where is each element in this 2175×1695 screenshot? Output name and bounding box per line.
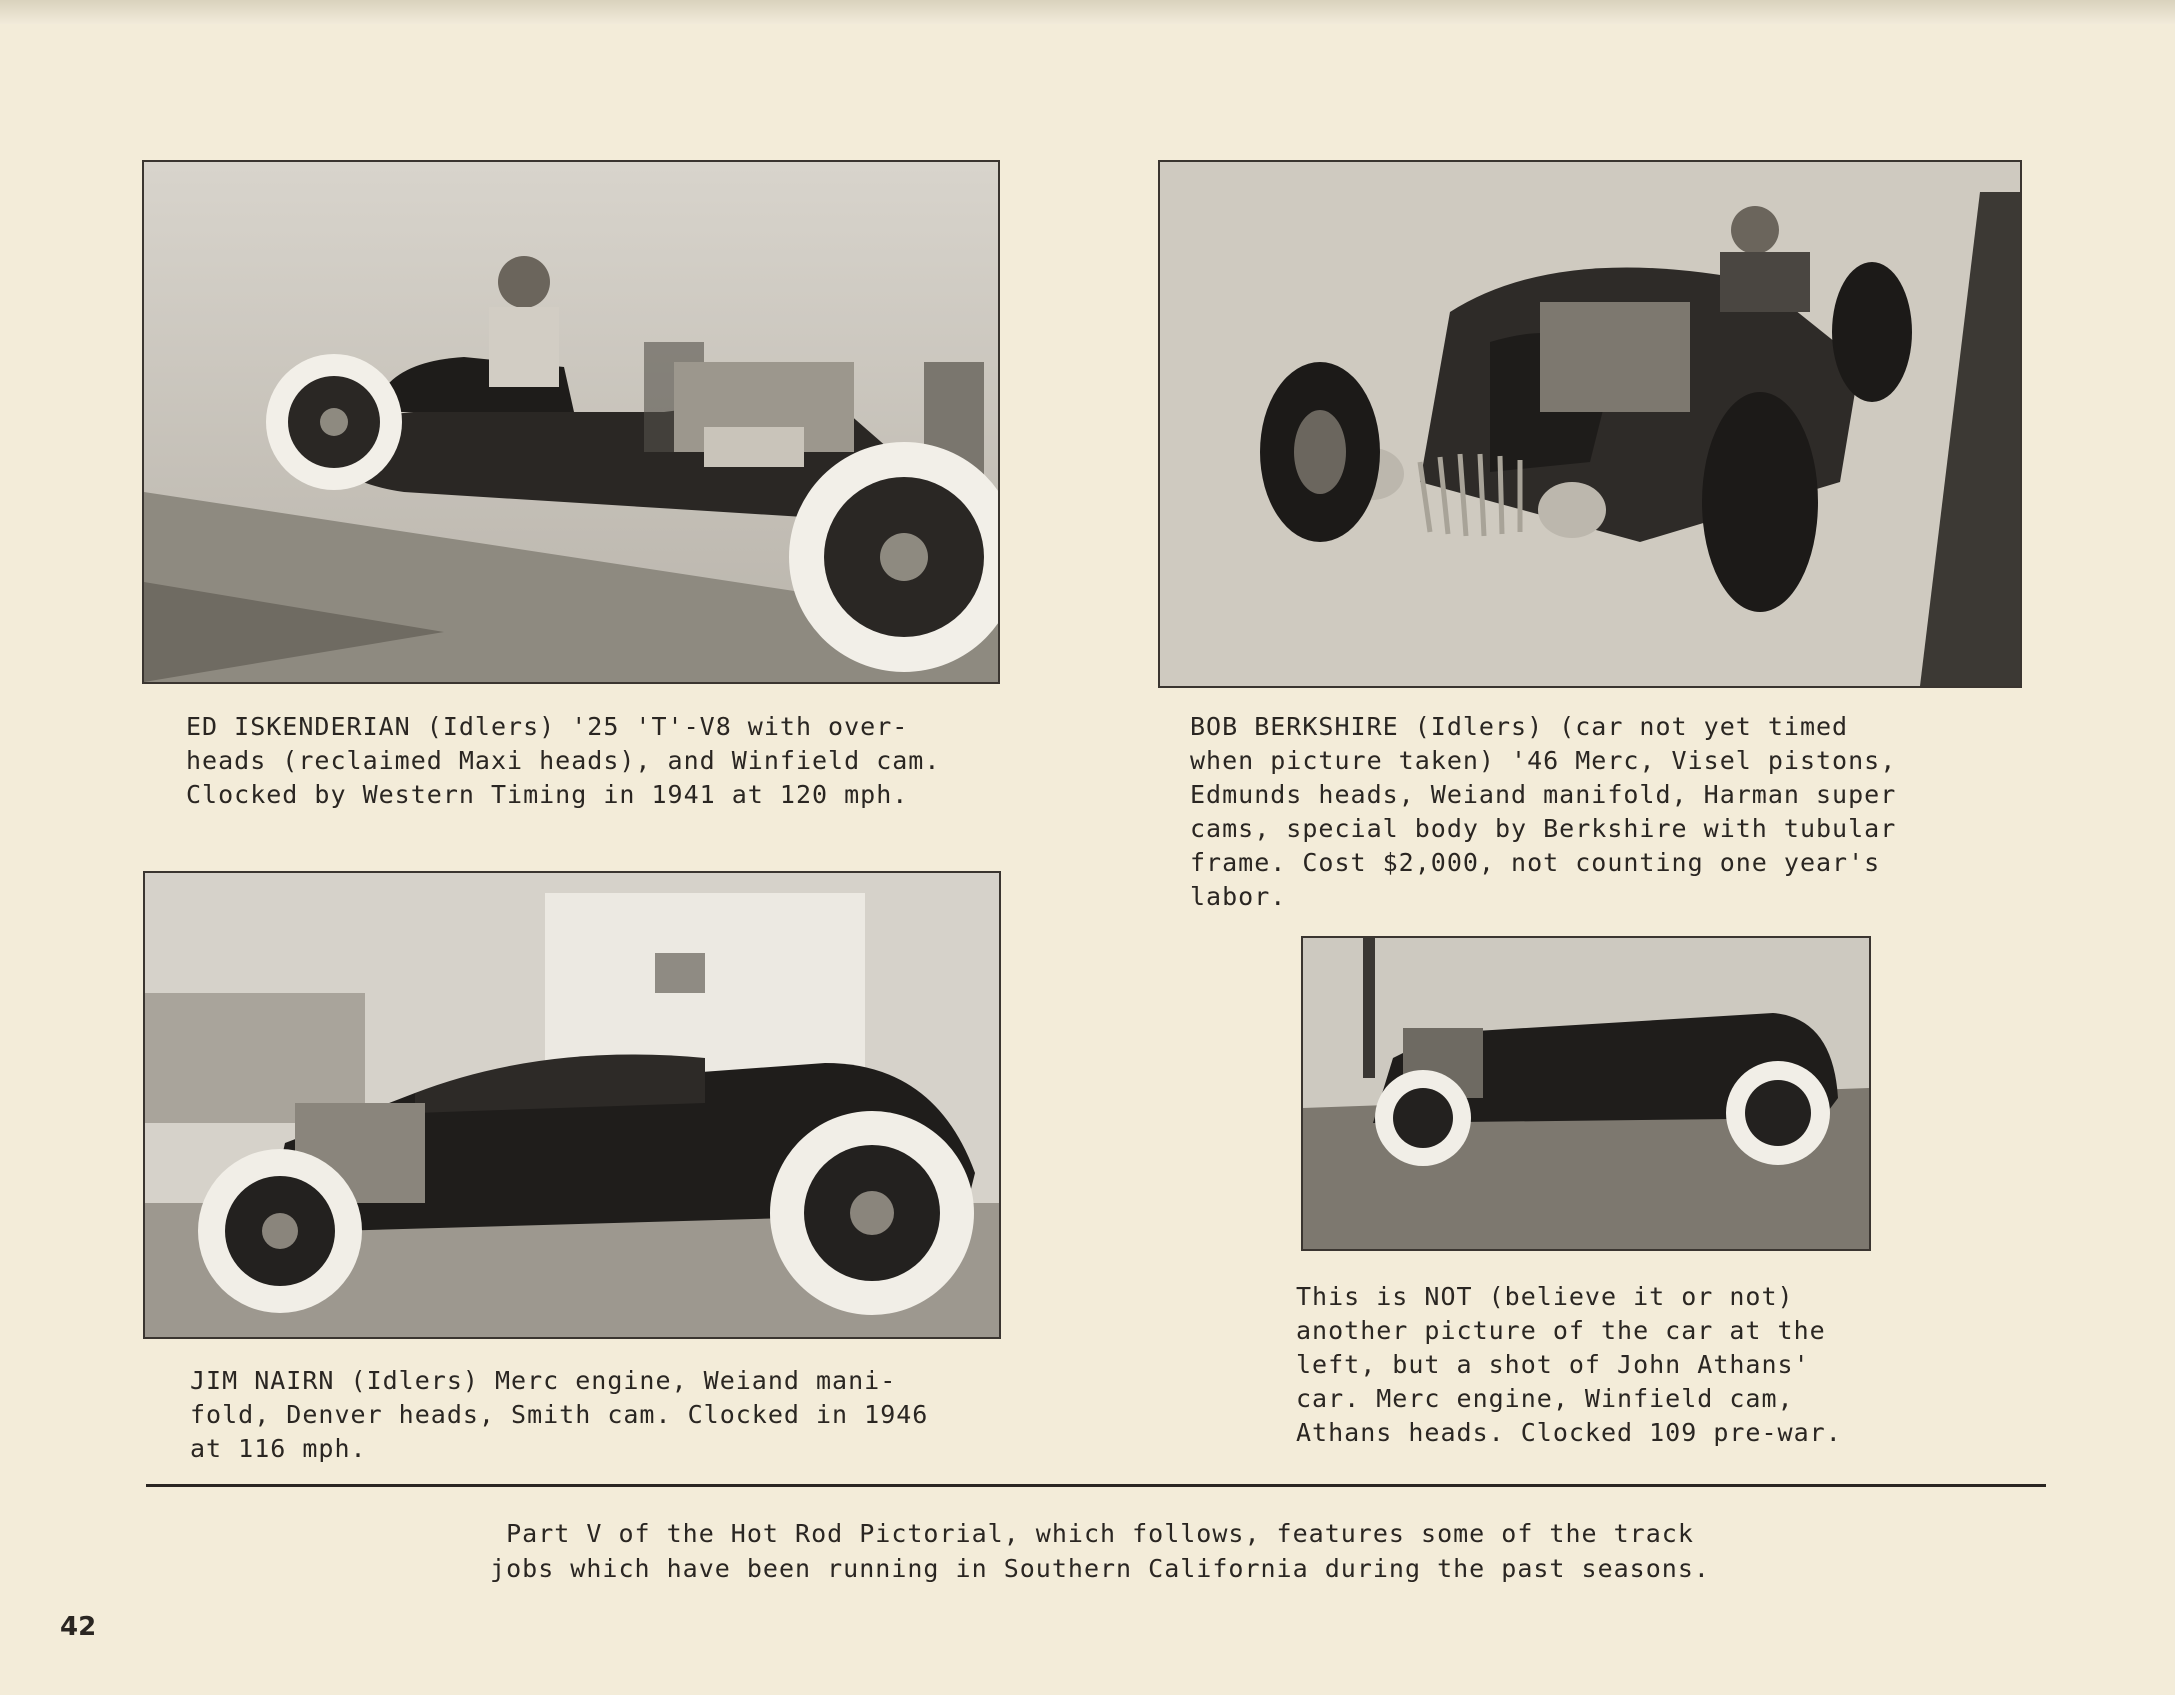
footer-note: Part V of the Hot Rod Pictorial, which follows, features some of the track jobs which have been running in Southern California during the past seasons.	[490, 1519, 1710, 1583]
page-edge	[0, 0, 2175, 24]
roadster-photo-illustration	[1160, 162, 2020, 686]
caption-bob-berkshire: BOB BERKSHIRE (Idlers) (car not yet timed when picture taken) '46 Merc, Visel pistons, Edmunds heads, Weiand manifold, Harman super cams, special body by Berkshire with tubular frame. Cost $2,000, not counting one year's labor.	[1190, 712, 1897, 911]
caption-ed-iskenderian: ED ISKENDERIAN (Idlers) '25 'T'-V8 with over- heads (reclaimed Maxi heads), and Winfield cam. Clocked by Western Timing in 1941 at 120 mph.	[186, 712, 941, 809]
horizontal-rule	[146, 1484, 2046, 1487]
caption-jim-nairn: JIM NAIRN (Idlers) Merc engine, Weiand mani- fold, Denver heads, Smith cam. Clocked in 1946 at 116 mph.	[190, 1366, 929, 1463]
roadster-photo-illustration	[144, 162, 998, 682]
page-number: 42	[60, 1612, 97, 1642]
photo-jim-nairn	[143, 871, 1001, 1339]
caption-john-athans: This is NOT (believe it or not) another picture of the car at the left, but a shot of John Athans' car. Merc engine, Winfield cam, Athans heads. Clocked 109 pre-war.	[1296, 1282, 1842, 1447]
photo-bob-berkshire	[1158, 160, 2022, 688]
photo-ed-iskenderian	[142, 160, 1000, 684]
photo-john-athans	[1301, 936, 1871, 1251]
roadster-photo-illustration	[145, 873, 999, 1337]
roadster-photo-illustration	[1303, 938, 1869, 1249]
